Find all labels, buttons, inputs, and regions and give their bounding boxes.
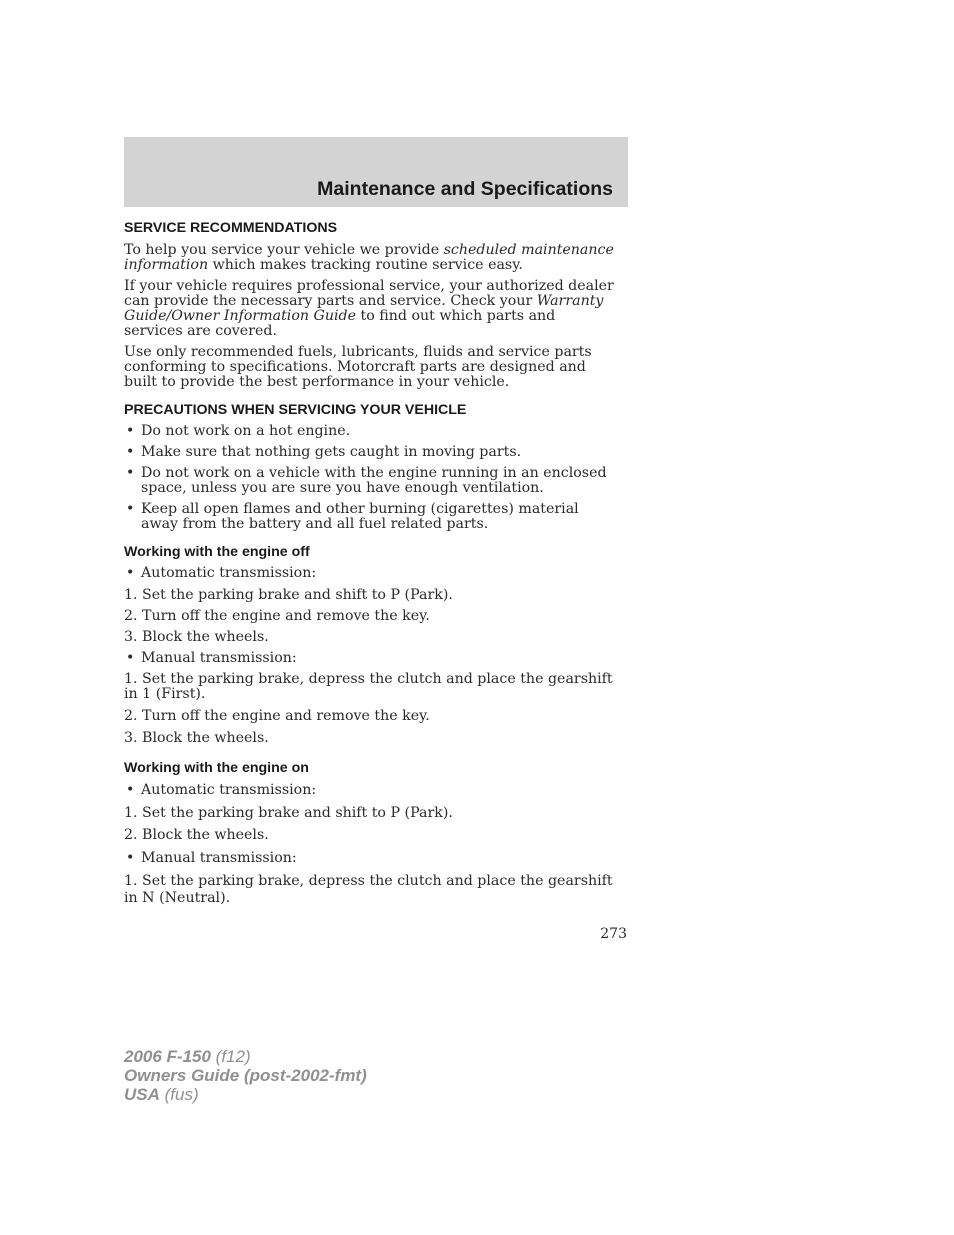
list-item: • Automatic transmission: [126, 565, 317, 581]
step-item: 3. Block the wheels. [124, 629, 269, 645]
footer-line-model: 2006 F-150 (f12) [124, 1047, 251, 1066]
step-item: 1. Set the parking brake, depress the clutch and place the gearshift in 1 (First). [124, 671, 613, 702]
bullet-glyph: • [126, 650, 135, 666]
step-item: 2. Turn off the engine and remove the key. [124, 708, 430, 724]
list-item: • Do not work on a hot engine. [126, 423, 351, 439]
section-title: Maintenance and Specifications [317, 178, 613, 200]
step-item: 1. Set the parking brake and shift to P (Park). [124, 805, 453, 821]
heading-precautions: PRECAUTIONS WHEN SERVICING YOUR VEHICLE [124, 402, 467, 418]
list-item: • Keep all open flames and other burning (cigarettes) material away from the battery and all fuel related parts. [126, 501, 579, 532]
step-item: 1. Set the parking brake, depress the clutch and place the gearshift in N (Neutral). [124, 873, 613, 906]
bullet-glyph: • [126, 782, 135, 798]
list-item: • Manual transmission: [126, 850, 297, 866]
heading-engine-on: Working with the engine on [124, 760, 309, 776]
bullet-glyph: • [126, 501, 135, 517]
document-footer [124, 1047, 367, 1104]
bullet-glyph: • [126, 444, 135, 460]
paragraph-service-3: Use only recommended fuels, lubricants, fluids and service parts conforming to specifications. Motorcraft parts are designed and built to provide the best performance in your vehicle. [124, 344, 592, 390]
page-number: 273 [600, 926, 627, 942]
step-item: 3. Block the wheels. [124, 730, 269, 746]
section-header-band [124, 137, 628, 207]
bullet-glyph: • [126, 565, 135, 581]
step-item: 2. Turn off the engine and remove the key. [124, 608, 430, 624]
bullet-glyph: • [126, 850, 135, 866]
heading-engine-off: Working with the engine off [124, 544, 310, 560]
footer-line-region: USA (fus) [124, 1085, 199, 1104]
list-item: • Automatic transmission: [126, 782, 317, 798]
paragraph-service-2: If your vehicle requires professional service, your authorized dealer can provide the necessary parts and service. Check your Warranty Guide/Owner Information Guide to find out which parts and services are covered. [124, 278, 614, 339]
list-item: • Make sure that nothing gets caught in moving parts. [126, 444, 522, 460]
list-item: • Manual transmission: [126, 650, 297, 666]
heading-service-recommendations: SERVICE RECOMMENDATIONS [124, 220, 338, 236]
bullet-glyph: • [126, 423, 135, 439]
step-item: 2. Block the wheels. [124, 827, 269, 843]
bullet-glyph: • [126, 465, 135, 481]
paragraph-service-1: To help you service your vehicle we provide scheduled maintenance information which makes tracking routine service easy. [124, 242, 614, 273]
step-item: 1. Set the parking brake and shift to P (Park). [124, 587, 453, 603]
footer-line-guide: Owners Guide (post-2002-fmt) [124, 1066, 367, 1085]
list-item: • Do not work on a vehicle with the engine running in an enclosed space, unless you are sure you have enough ventilation. [126, 465, 607, 496]
page-content [124, 220, 618, 907]
